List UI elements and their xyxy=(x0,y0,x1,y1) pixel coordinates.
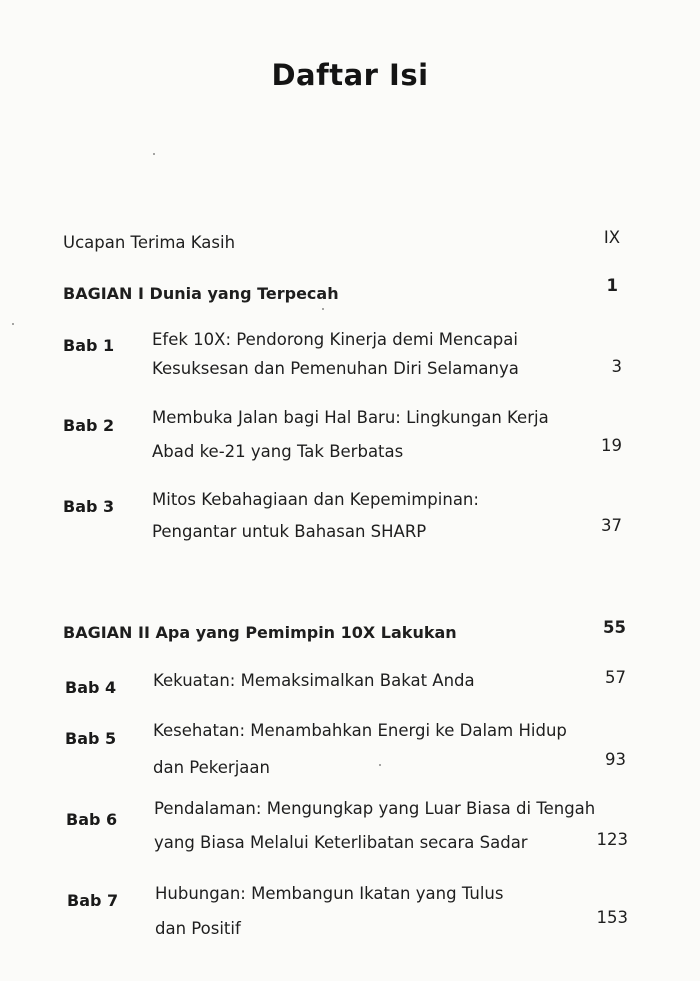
toc-chapter-5-title-line1: Kesehatan: Menambahkan Energi ke Dalam Hidup xyxy=(153,721,567,740)
toc-page-chapter-6: 123 xyxy=(596,830,628,849)
toc-part-1: BAGIAN I Dunia yang Terpecah xyxy=(63,284,339,303)
toc-chapter-2-title-line2: Abad ke-21 yang Tak Berbatas xyxy=(152,442,404,461)
scan-speck xyxy=(153,153,155,155)
toc-page-chapter-7: 153 xyxy=(596,908,628,927)
toc-chapter-2-title-line1: Membuka Jalan bagi Hal Baru: Lingkungan Kerja xyxy=(152,408,549,427)
toc-page-part-1: 1 xyxy=(606,276,618,295)
scan-speck xyxy=(12,323,14,325)
toc-page-chapter-5: 93 xyxy=(605,750,626,769)
toc-page-part-2: 55 xyxy=(603,618,626,637)
toc-page-chapter-4: 57 xyxy=(605,668,626,687)
toc-page-chapter-3: 37 xyxy=(601,516,622,535)
toc-chapter-1-title-line2: Kesuksesan dan Pemenuhan Diri Selamanya xyxy=(152,359,519,378)
toc-page-acknowledgement: IX xyxy=(603,228,620,247)
toc-entry-acknowledgement: Ucapan Terima Kasih xyxy=(63,233,236,252)
toc-chapter-label-5: Bab 5 xyxy=(65,729,117,748)
scan-speck xyxy=(379,764,381,766)
scan-speck xyxy=(322,308,324,310)
toc-page-chapter-2: 19 xyxy=(601,436,622,455)
toc-chapter-7-title-line1: Hubungan: Membangun Ikatan yang Tulus xyxy=(155,884,504,903)
toc-chapter-label-4: Bab 4 xyxy=(65,678,117,697)
toc-chapter-6-title-line1: Pendalaman: Mengungkap yang Luar Biasa di Tengah xyxy=(154,799,596,818)
toc-chapter-3-title-line1: Mitos Kebahagiaan dan Kepemimpinan: xyxy=(152,490,479,509)
toc-part-2: BAGIAN II Apa yang Pemimpin 10X Lakukan xyxy=(63,623,457,642)
toc-chapter-label-7: Bab 7 xyxy=(67,891,119,910)
toc-chapter-label-1: Bab 1 xyxy=(63,336,115,355)
toc-chapter-4-title-line1: Kekuatan: Memaksimalkan Bakat Anda xyxy=(153,671,475,690)
toc-chapter-3-title-line2: Pengantar untuk Bahasan SHARP xyxy=(152,522,427,541)
toc-chapter-label-3: Bab 3 xyxy=(63,497,115,516)
toc-chapter-1-title-line1: Efek 10X: Pendorong Kinerja demi Mencapai xyxy=(152,330,518,349)
toc-chapter-label-2: Bab 2 xyxy=(63,416,115,435)
toc-chapter-7-title-line2: dan Positif xyxy=(155,919,241,938)
toc-chapter-6-title-line2: yang Biasa Melalui Keterlibatan secara Sadar xyxy=(154,833,528,852)
toc-chapter-5-title-line2: dan Pekerjaan xyxy=(153,758,270,777)
toc-chapter-label-6: Bab 6 xyxy=(66,810,118,829)
toc-page-chapter-1: 3 xyxy=(611,357,622,376)
page-title: Daftar Isi xyxy=(271,58,429,92)
